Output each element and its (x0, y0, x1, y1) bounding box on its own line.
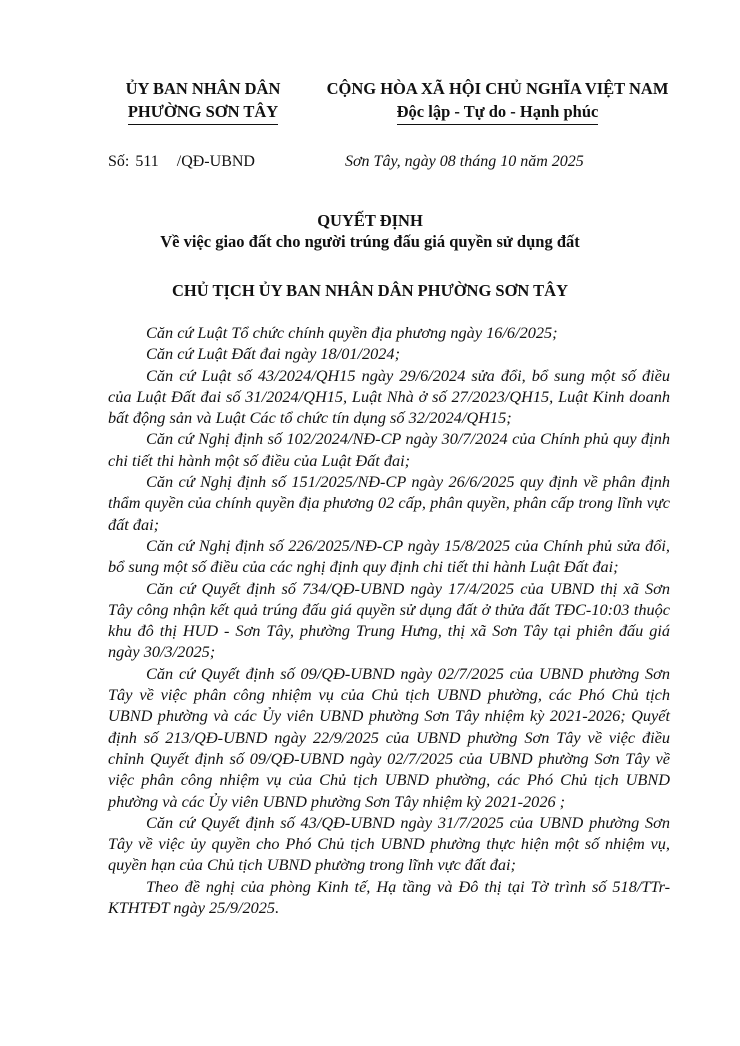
legal-basis-paragraph: Căn cứ Luật Tổ chức chính quyền địa phương ngày 16/6/2025; (146, 323, 558, 342)
document-number (108, 153, 255, 171)
legal-basis-paragraph: Căn cứ Quyết định số 09/QĐ-UBND ngày 02/7/2025 của UBND phường Sơn Tây về việc phân công nhiệm vụ của Chủ tịch UBND phường, các Phó Chủ tịch UBND phường và các Ủy viên UBND phường Sơn Tây nhiệm kỳ 2021-2026; Quyết định số 213/QĐ-UBND ngày 22/9/2025 của UBND phường Sơn Tây về việc điều chỉnh Quyết định số 09/QĐ-UBND ngày 02/7/2025 của UBND phường Sơn Tây về việc phân công nhiệm vụ của Chủ tịch UBND phường, các Phó Chủ tịch UBND phường và các Ủy viên UBND phường Sơn Tây nhiệm kỳ 2021-2026 ; (108, 663, 670, 811)
legal-basis-paragraph: Căn cứ Quyết định số 734/QĐ-UBND ngày 17/4/2025 của UBND thị xã Sơn Tây công nhận kết quả trúng đấu giá quyền sử dụng đất ở thửa đất TĐC-10:03 thuộc khu đô thị HUD - Sơn Tây, phường Trung Hưng, thị xã Sơn Tây tại phiên đấu giá ngày 30/3/2025; (108, 578, 670, 662)
document-subject: Về việc giao đất cho người trúng đấu giá quyền sử dụng đất (160, 232, 580, 251)
document-title: QUYẾT ĐỊNH (317, 211, 423, 230)
number-code: /QĐ-UBND (176, 153, 255, 170)
national-motto (300, 77, 695, 125)
nation-name: CỘNG HÒA XÃ HỘI CHỦ NGHĨA VIỆT NAM (326, 79, 669, 98)
legal-basis-paragraph: Căn cứ Nghị định số 226/2025/NĐ-CP ngày 15/8/2025 của Chính phủ sửa đổi, bổ sung một số điều của các nghị định quy định chi tiết thi hành Luật Đất đai; (108, 535, 670, 577)
legal-basis-paragraph: Căn cứ Quyết định số 43/QĐ-UBND ngày 31/7/2025 của UBND phường Sơn Tây về việc ủy quyền cho Phó Chủ tịch UBND phường thực hiện một số nhiệm vụ, quyền hạn của Chủ tịch UBND phường trong lĩnh vực đất đai; (108, 812, 670, 875)
legal-basis-paragraph: Theo đề nghị của phòng Kinh tế, Hạ tầng và Đô thị tại Tờ trình số 518/TTr-KTHTĐT ngày 25/9/2025. (108, 876, 670, 918)
motto: Độc lập - Tự do - Hạnh phúc (397, 100, 599, 125)
agency-line-1: ỦY BAN NHÂN DÂN (125, 79, 281, 98)
number-value: 511 (135, 153, 159, 170)
issuing-agency (108, 77, 298, 125)
issuing-authority: CHỦ TỊCH ỦY BAN NHÂN DÂN PHƯỜNG SƠN TÂY (171, 281, 569, 300)
legal-basis-paragraph: Căn cứ Nghị định số 151/2025/NĐ-CP ngày 26/6/2025 quy định về phân định thẩm quyền của chính quyền địa phương 02 cấp, phân quyền, phân cấp trong lĩnh vực đất đai; (108, 472, 670, 534)
legal-basis-paragraph: Căn cứ Luật số 43/2024/QH15 ngày 29/6/2024 sửa đổi, bổ sung một số điều của Luật Đất đai số 31/2024/QH15, Luật Nhà ở số 27/2023/QH15, Luật Kinh doanh bất động sản và Luật Các tổ chức tín dụng số 32/2024/QH15; (108, 365, 670, 428)
legal-basis-paragraph: Căn cứ Nghị định số 102/2024/NĐ-CP ngày 30/7/2024 của Chính phủ quy định chi tiết thi hành một số điều của Luật Đất đai; (108, 429, 670, 470)
legal-basis (108, 322, 670, 918)
number-label: Số: (108, 153, 130, 170)
agency-line-2: PHƯỜNG SƠN TÂY (128, 100, 278, 125)
legal-basis-paragraph: Căn cứ Luật Đất đai ngày 18/01/2024; (146, 344, 400, 364)
issue-date: Sơn Tây, ngày 08 tháng 10 năm 2025 (345, 153, 584, 170)
